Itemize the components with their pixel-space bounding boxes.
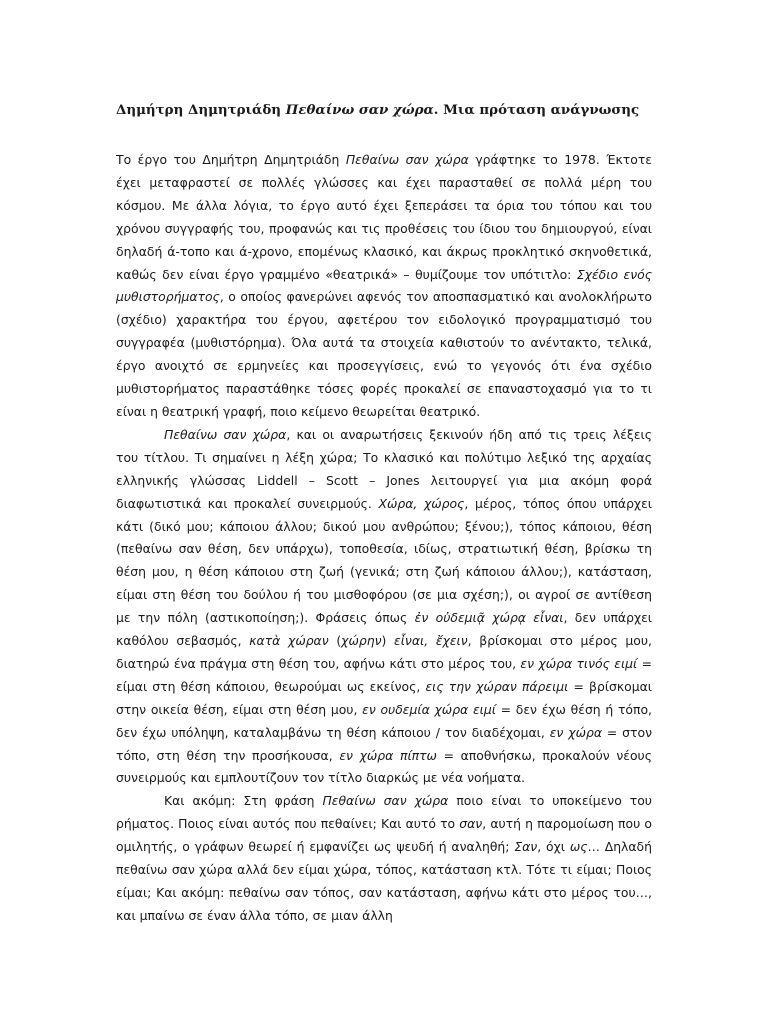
document-body — [116, 149, 652, 928]
paragraph — [116, 790, 652, 927]
title-rest: . Μια πρόταση ανάγνωσης — [433, 102, 640, 118]
italic-text: εν χώρα πίπτω — [339, 747, 437, 763]
italic-text: εις την χώραν πάρειμι — [425, 678, 569, 694]
italic-text: κατὰ χώραν — [249, 633, 329, 649]
italic-text: εν χώρα — [549, 724, 602, 740]
italic-text: χώρην — [341, 633, 382, 649]
italic-text: Πεθαίνω σαν χώρα — [322, 793, 449, 809]
text-run: , δεν υπάρχει καθόλου σεβασμός, — [116, 610, 652, 649]
text-run: ) — [381, 633, 395, 649]
text-run: , αυτή η παρομοίωση που ο ομιλητής, ο γράφων θεωρεί ή εμφανίζει ως ψευδή ή αναληθή; — [116, 816, 652, 855]
text-run: Το έργο του Δημήτρη Δημητριάδη — [116, 152, 346, 167]
italic-text: Χώρα, χώρος — [378, 495, 465, 511]
italic-text: Σαν — [514, 839, 538, 855]
document-page — [116, 0, 652, 1024]
italic-text: Σχέδιο ενός μυθιστορήματος — [116, 266, 653, 305]
text-run: … Δηλαδή πεθαίνω σαν χώρα αλλά δεν είμαι χώρα, τόπος, κατάσταση κτλ. Τότε τι είμαι; Ποιος είμαι; Και ακόμη: πεθαίνω σαν τόπος, σαν κατάσταση, αφήνω κάτι στο μέρος του…, και μπαίνω σε έναν άλλα τόπο, σε μιαν άλλη — [116, 839, 652, 923]
title-work: Πεθαίνω σαν χώρα — [285, 102, 434, 118]
text-run: γράφτηκε το 1978. Έκτοτε έχει μεταφραστεί σε πολλές γλώσσες και έχει παρασταθεί σε πολλά μέρη του κόσμου. Με άλλα λόγια, το έργο αυτό έχει ξεπεράσει τα όρια του τόπου και του χρόνου συγγραφής του, προφανώς και τις προθέσεις του ίδιου του δημιουργού, είναι δηλαδή ά-τοπο και ά-χρονο, επομένως κλασικό, και άκρως προκλητικό σκηνοθετικά, καθώς δεν είναι έργο γραμμένο «θεατρικά» – θυμίζουμε τον υπότιτλο: — [116, 152, 652, 282]
text-run: = βρίσκομαι στην οικεία θέση, είμαι στη θέση μου, — [116, 678, 652, 717]
title-author: Δημήτρη Δημητριάδη — [116, 102, 286, 118]
text-run: Και ακόμη: Στη φράση — [164, 793, 323, 809]
italic-text: εν χώρα τινός ειμί — [520, 655, 638, 671]
italic-text: εἶναι, ἔχειν — [394, 633, 468, 649]
text-run: ( — [328, 633, 342, 649]
text-run: = στον τόπο, στη θέση την προσήκουσα, — [116, 724, 652, 763]
text-run: = είμαι στη θέση κάποιου, θεωρούμαι ως εκείνος, — [116, 655, 652, 694]
paragraph — [116, 424, 652, 791]
document-title — [116, 100, 652, 120]
italic-text: Πεθαίνω σαν χώρα — [345, 152, 469, 167]
text-run: = δεν έχω θέση ή τόπο, δεν έχω υπόληψη, καταλαμβάνω τη θέση κάποιου / τον διαδέχομαι, — [116, 701, 652, 740]
text-run: , όχι — [537, 839, 570, 855]
text-run: , και οι αναρωτήσεις ξεκινούν ήδη από τις τρεις λέξεις του τίτλου. Τι σημαίνει η λέξη χώρα; Το κλασικό και πολύτιμο λεξικό της αρχαίας ελληνικής γλώσσας Liddell – Scott – Jones λειτουργεί για μια ακόμη φορά διαφωτιστικά και προκαλεί συνειρμούς. — [116, 426, 652, 511]
text-run: ποιο είναι το υποκείμενο του ρήματος. Ποιος είναι αυτός που πεθαίνει; Και αυτό το — [116, 793, 652, 832]
text-run: , βρίσκομαι στο μέρος μου, διατηρώ ένα πράγμα στη θέση του, αφήνω κάτι στο μέρος του, — [116, 633, 653, 671]
italic-text: εν ουδεμία χώρα ειμί — [362, 701, 496, 717]
text-run: , μέρος, τόπος όπου υπάρχει κάτι (δικό μου; κάποιου άλλου; δικού μου ανθρώπου; ξένου;), τόπος κάποιου, θέση (πεθαίνω σαν θέση, δεν υπάρχω), τοποθεσία, ιδίως, στρατιωτική θέση, βρίσκω τη θέση μου, η θέση κάποιου στη ζωή (γενικά; στη ζωή κάποιου άλλου;), κατάσταση, είμαι στη θέση του δούλου ή του μισθοφόρου (σε μια σχέση;), οι αγροί σε αντίθεση με την πόλη (αστικοποίηση;). Φράσεις όπως — [116, 495, 652, 626]
italic-text: σαν — [459, 816, 483, 832]
italic-text: ως — [569, 839, 588, 855]
text-run: = αποθνήσκω, προκαλούν νέους συνειρμούς και εμπλουτίζουν τον τίτλο διαρκώς με νέα νοήματα. — [116, 747, 652, 786]
text-run: , ο οποίος φανερώνει αφενός τον αποσπασματικό και ανολοκλήρωτο (σχέδιο) χαρακτήρα του έργου, αφετέρου τον ειδολογικό προγραμματισμό του συγγραφέα (μυθιστόρημα). Όλα αυτά τα στοιχεία καθιστούν το ανέντακτο, τελικά, έργο ανοιχτό σε ερμηνείες και προσεγγίσεις, ενώ το γεγονός ότι ένα σχέδιο μυθιστορήματος παραστάθηκε τόσες φορές προκαλεί σε επαναστοχασμό για το τι είναι η θεατρική γραφή, ποιο κείμενο θεωρείται θεατρικό. — [116, 289, 652, 419]
italic-text: Πεθαίνω σαν χώρα — [164, 426, 287, 442]
paragraph — [116, 149, 652, 424]
italic-text: ἐν οὐδεμιᾷ χώρᾳ εἶναι — [414, 610, 564, 626]
